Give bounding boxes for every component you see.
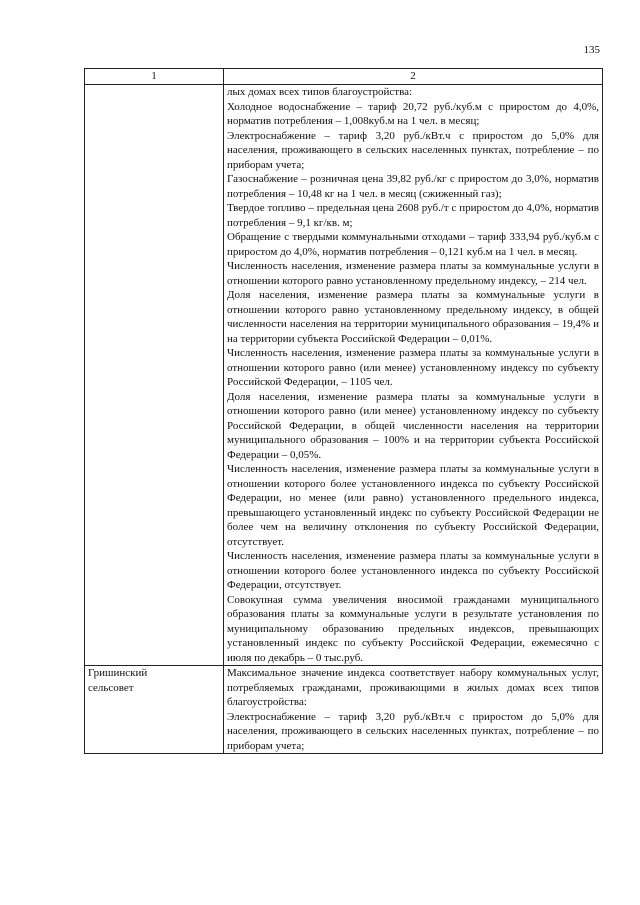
table-row xyxy=(85,85,603,666)
data-table xyxy=(84,68,603,754)
paragraph: Холодное водоснабжение – тариф 20,72 руб./куб.м с приростом до 4,0%, норматив потребления – 1,008куб.м на 1 чел. в месяц; xyxy=(227,100,599,127)
municipality-name-line1: Гришинский xyxy=(88,667,148,679)
page-number: 135 xyxy=(583,44,600,56)
paragraph: Численность населения, изменение размера платы за коммунальные услуги в отношении которого равно установленному предельному индексу, – 214 чел. xyxy=(227,260,599,287)
municipality-name-line2: сельсовет xyxy=(88,681,134,694)
table-header-row xyxy=(85,69,603,85)
paragraph: Численность населения, изменение размера платы за коммунальные услуги в отношении которого более установленного индекса по субъекту Российской Федерации, отсутствует. xyxy=(227,550,599,591)
row2-col1 xyxy=(85,666,224,754)
paragraph: лых домах всех типов благоустройства: xyxy=(227,86,413,98)
paragraph: Твердое топливо – предельная цена 2608 руб./т с приростом до 4,0%, норматив потребления – 9,1 кг/кв. м; xyxy=(227,202,599,229)
paragraph: Электроснабжение – тариф 3,20 руб./кВт.ч с приростом до 5,0% для населения, проживающего в сельских населенных пунктах, потребление – по приборам учета; xyxy=(227,129,599,171)
paragraph: Численность населения, изменение размера платы за коммунальные услуги в отношении которого более установленного индекса по субъекту Российской Федерации, но менее (или равно) установленного предельного индекса, превышающего установленный индекс по субъекту Российской Федерации не более чем на величину отклонения по субъекту Российской Федерации, отсутствует. xyxy=(227,463,599,548)
row1-col1 xyxy=(85,85,224,666)
paragraph: Численность населения, изменение размера платы за коммунальные услуги в отношении которого равно (или менее) установленному индексу по субъекту Российской Федерации, – 1105 чел. xyxy=(227,347,599,388)
paragraph: Электроснабжение – тариф 3,20 руб./кВт.ч с приростом до 5,0% для населения, проживающего в сельских населенных пунктах, потребление – по приборам учета; xyxy=(227,710,599,752)
row2-col2 xyxy=(224,666,603,754)
paragraph: Доля населения, изменение размера платы за коммунальные услуги в отношении которого равно установленному предельному индексу, в общей численности населения на территории муниципального образования – 19,4% и на территории субъекта Российской Федерации – 0,01%. xyxy=(227,289,599,345)
paragraph: Доля населения, изменение размера платы за коммунальные услуги в отношении которого равно (или менее) установленному индексу по субъекту Российской Федерации, в общей численности населения на территории муниципального образования – 100% и на территории субъекта Российской Федерации – 0,05%. xyxy=(227,390,599,461)
header-col-1: 1 xyxy=(85,69,224,85)
paragraph: Совокупная сумма увеличения вносимой гражданами муниципального образования платы за коммунальные услуги в результате установления по муниципальному образованию предельных индексов, превышающих установленный индекс по субъекту Российской Федерации, ежемесячно с июля по декабрь – 0 тыс.руб. xyxy=(227,593,599,664)
paragraph: Газоснабжение – розничная цена 39,82 руб./кг с приростом до 3,0%, норматив потребления – 10,48 кг на 1 чел. в месяц (сжиженный газ); xyxy=(227,173,599,200)
paragraph: Максимальное значение индекса соответствует набору коммунальных услуг, потребляемых гражданами, проживающими в жилых домах всех типов благоустройства: xyxy=(227,667,599,708)
row1-col2 xyxy=(224,85,603,666)
header-col-2: 2 xyxy=(224,69,603,85)
paragraph: Обращение с твердыми коммунальными отходами – тариф 333,94 руб./куб.м с приростом до 4,0%, норматив потребления – 0,121 куб.м на 1 чел. в месяц. xyxy=(227,231,599,258)
table-row xyxy=(85,666,603,754)
